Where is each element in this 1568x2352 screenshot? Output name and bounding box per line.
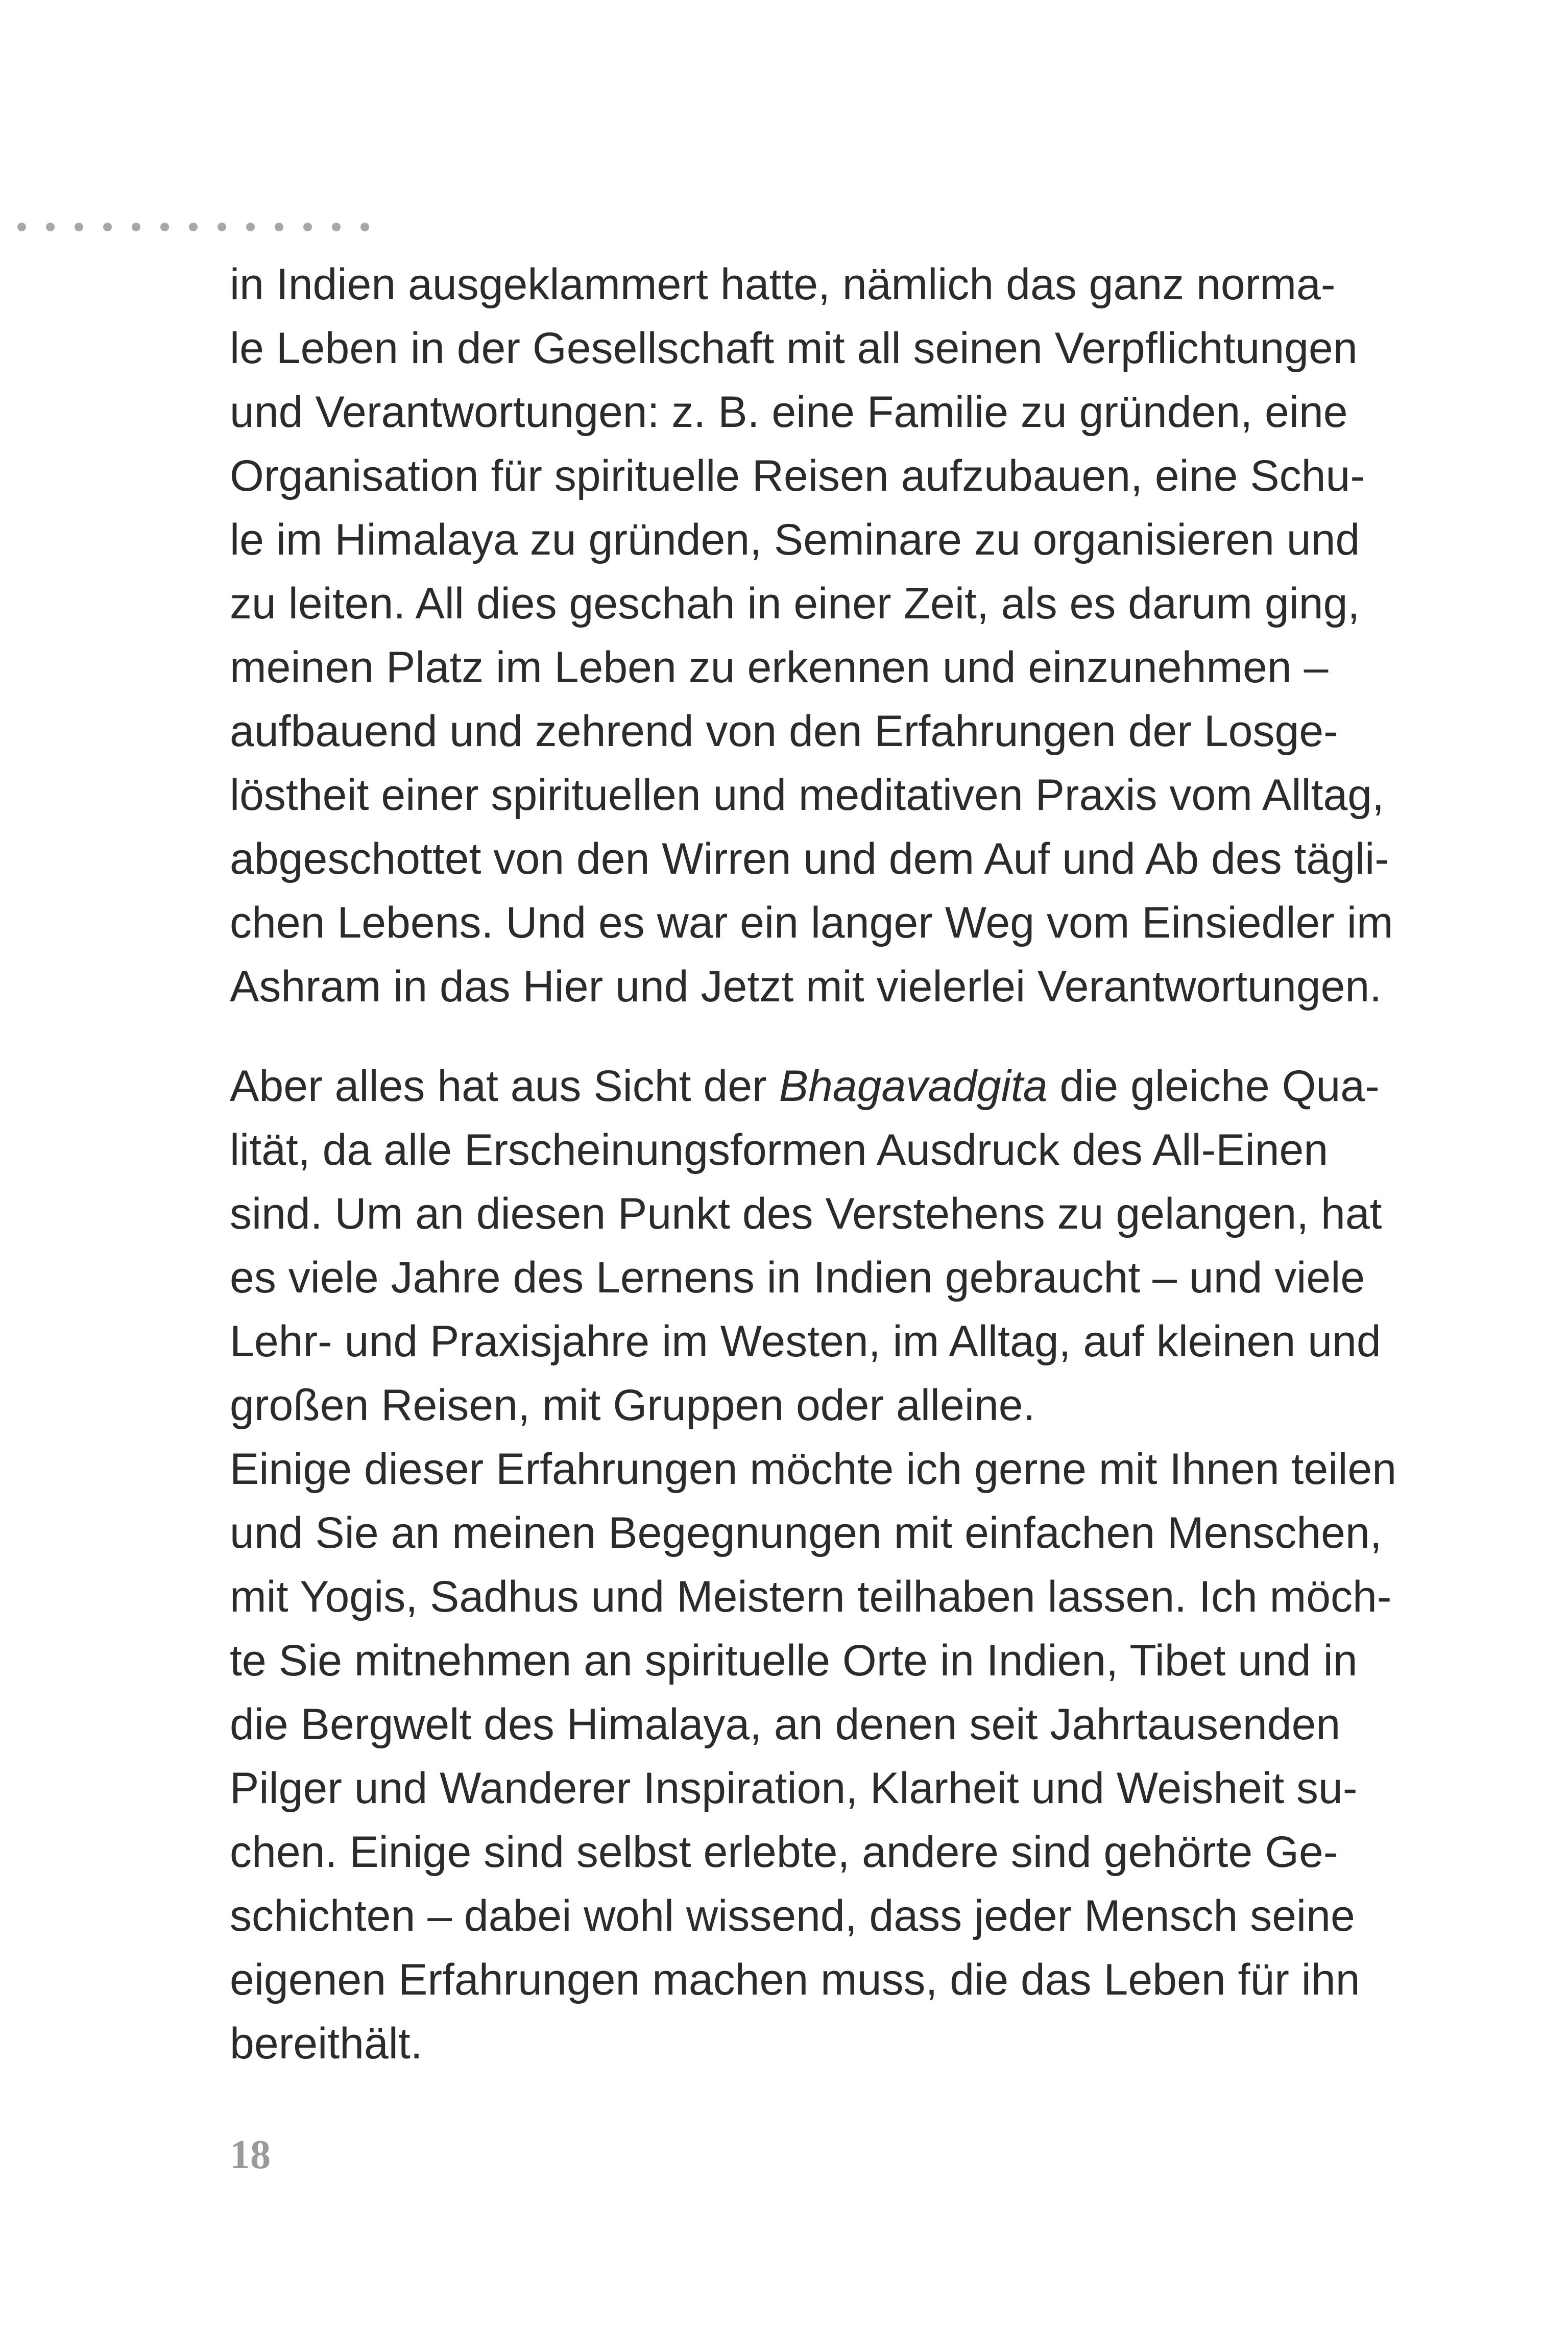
dotted-separator (17, 223, 389, 233)
separator-dot (75, 223, 83, 231)
text-line: die Bergwelt des Himalaya, an denen seit Jahrtausenden (230, 1700, 1341, 1749)
text-line (230, 1054, 1380, 1118)
separator-dot (275, 223, 283, 231)
text-segment: Aber alles hat aus Sicht der (230, 1062, 779, 1111)
separator-dot (246, 223, 255, 231)
text-line: Lehr- und Praxisjahre im Westen, im Alltag, auf kleinen und (230, 1317, 1381, 1366)
text-line: und Sie an meinen Begegnungen mit einfachen Menschen, (230, 1508, 1382, 1557)
text-line: bereithält. (230, 2019, 423, 2068)
text-line: chen. Einige sind selbst erlebte, andere sind gehörte Ge- (230, 1828, 1338, 1877)
text-line: Organisation für spirituelle Reisen aufzubauen, eine Schu- (230, 451, 1365, 500)
text-line: und Verantwortungen: z. B. eine Familie zu gründen, eine (230, 388, 1348, 437)
separator-dot (17, 223, 26, 231)
text-line: mit Yogis, Sadhus und Meistern teilhaben lassen. Ich möch- (230, 1572, 1392, 1621)
text-segment: die gleiche Qua- (1047, 1062, 1380, 1111)
separator-dot (132, 223, 140, 231)
separator-dot (103, 223, 112, 231)
text-line: löstheit einer spirituellen und meditativen Praxis vom Alltag, (230, 771, 1385, 820)
paragraph-experiences (230, 1437, 1397, 2076)
text-line: lität, da alle Erscheinungsformen Ausdruck des All-Einen (230, 1125, 1329, 1174)
text-line: es viele Jahre des Lernens in Indien gebraucht – und viele (230, 1253, 1365, 1302)
text-line: chen Lebens. Und es war ein langer Weg vom Einsiedler im (230, 898, 1393, 947)
text-line: eigenen Erfahrungen machen muss, die das Leben für ihn (230, 1955, 1360, 2004)
separator-dot (189, 223, 198, 231)
text-line: abgeschottet von den Wirren und dem Auf und Ab des tägli- (230, 834, 1389, 883)
separator-dot (46, 223, 55, 231)
separator-dot (360, 223, 369, 231)
text-line: Einige dieser Erfahrungen möchte ich gerne mit Ihnen teilen (230, 1445, 1397, 1494)
text-line: in Indien ausgeklammert hatte, nämlich das ganz norma- (230, 260, 1336, 309)
text-line: Ashram in das Hier und Jetzt mit vielerlei Verantwortungen. (230, 962, 1382, 1011)
text-line: zu leiten. All dies geschah in einer Zeit, als es darum ging, (230, 579, 1360, 628)
book-title: Bhagavadgita (779, 1062, 1048, 1111)
text-line: schichten – dabei wohl wissend, dass jeder Mensch seine (230, 1891, 1355, 1940)
paragraph-continuation (230, 253, 1393, 1019)
text-line: le im Himalaya zu gründen, Seminare zu organisieren und (230, 515, 1360, 564)
text-line: te Sie mitnehmen an spirituelle Orte in Indien, Tibet und in (230, 1636, 1358, 1685)
text-line: aufbauend und zehrend von den Erfahrungen der Losge- (230, 707, 1338, 756)
separator-dot (218, 223, 226, 231)
separator-dot (303, 223, 312, 231)
text-line: le Leben in der Gesellschaft mit all seinen Verpflichtungen (230, 324, 1358, 373)
page-number: 18 (230, 2132, 271, 2177)
text-line: großen Reisen, mit Gruppen oder alleine. (230, 1381, 1035, 1430)
text-line: sind. Um an diesen Punkt des Verstehens zu gelangen, hat (230, 1189, 1382, 1238)
separator-dot (160, 223, 169, 231)
paragraph-bhagavadgita (230, 1054, 1382, 1437)
text-line: meinen Platz im Leben zu erkennen und einzunehmen – (230, 643, 1329, 692)
separator-dot (332, 223, 341, 231)
text-line: Pilger und Wanderer Inspiration, Klarheit und Weisheit su- (230, 1764, 1358, 1813)
